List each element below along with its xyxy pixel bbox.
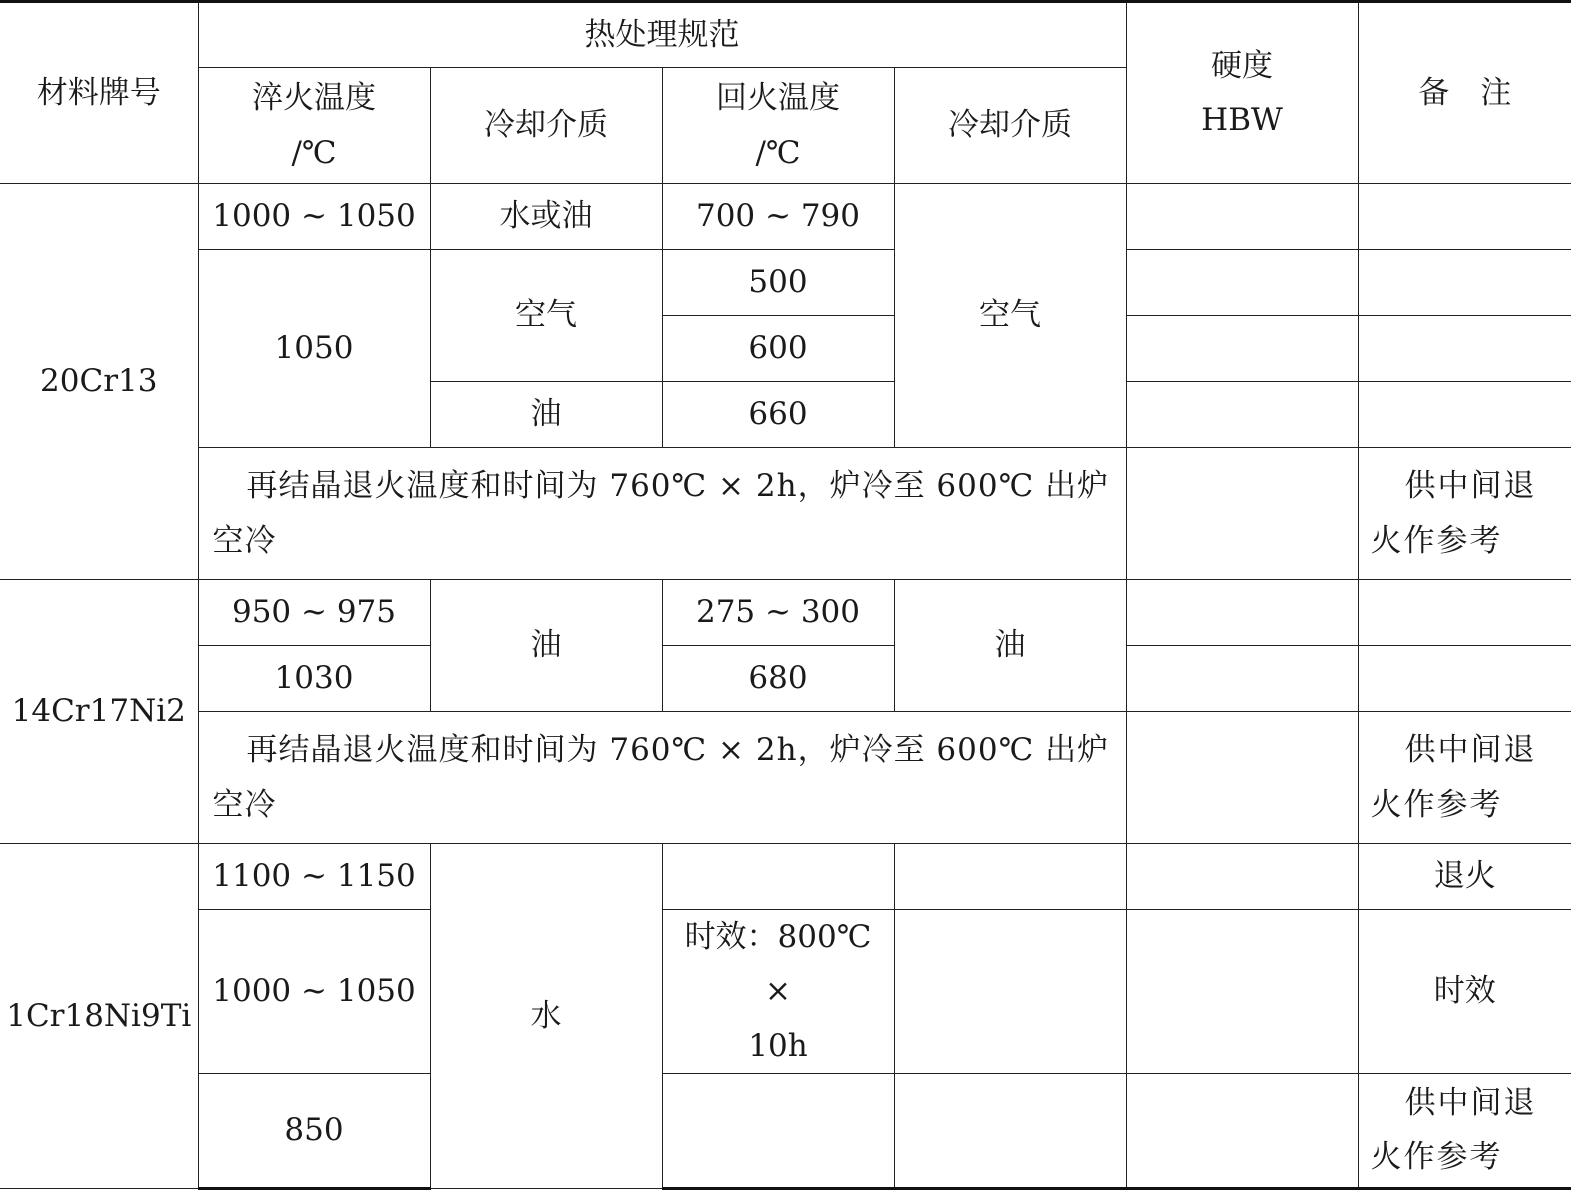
header-quench-temp-unit: /℃ <box>291 134 337 171</box>
remark-line-2: 火作参考 <box>1370 786 1503 823</box>
hardness-cell <box>1126 910 1358 1074</box>
header-hardness-label: 硬度 <box>1211 47 1273 84</box>
recrystallization-note <box>198 448 1126 580</box>
table-row <box>0 844 1571 910</box>
temper-medium-cell: 空气 <box>894 184 1126 448</box>
temper-temp-cell <box>662 844 894 910</box>
remark-line-1: 供中间退 <box>1404 732 1537 769</box>
remark-cell <box>1358 382 1571 448</box>
note-text: 再结晶退火温度和时间为 760℃ × 2h，炉冷至 600℃ 出炉 <box>246 468 1110 505</box>
table-row <box>0 646 1571 712</box>
quench-medium-cell: 水或油 <box>430 184 662 250</box>
remark-line-2: 火作参考 <box>1370 522 1503 559</box>
table-row <box>0 712 1571 844</box>
header-material: 材料牌号 <box>0 2 198 184</box>
temper-medium-cell <box>894 844 1126 910</box>
remark-line-1: 供中间退 <box>1404 468 1537 505</box>
temper-temp-cell: 600 <box>662 316 894 382</box>
note-text-cont: 空冷 <box>212 522 277 559</box>
temper-medium-cell <box>894 910 1126 1074</box>
hardness-cell <box>1126 712 1358 844</box>
quench-temp-cell: 1050 <box>198 250 430 448</box>
hardness-cell <box>1126 316 1358 382</box>
quench-temp-cell: 1000 ~ 1050 <box>198 184 430 250</box>
aging-line-2: 10h <box>748 1027 808 1064</box>
table-row <box>0 580 1571 646</box>
temper-temp-cell: 700 ~ 790 <box>662 184 894 250</box>
table-row <box>0 250 1571 316</box>
remark-cell <box>1358 580 1571 646</box>
remark-cell <box>1358 250 1571 316</box>
header-temper-temp <box>662 68 894 184</box>
remark-cell <box>1358 646 1571 712</box>
header-temper-temp-label: 回火温度 <box>716 80 840 117</box>
hardness-cell <box>1126 184 1358 250</box>
remark-cell <box>1358 1073 1571 1188</box>
header-temper-temp-unit: /℃ <box>755 134 801 171</box>
temper-medium-cell <box>894 1073 1126 1188</box>
hardness-cell <box>1126 580 1358 646</box>
temper-temp-cell: 680 <box>662 646 894 712</box>
remark-cell <box>1358 712 1571 844</box>
quench-temp-cell: 1100 ~ 1150 <box>198 844 430 910</box>
header-temper-medium: 冷却介质 <box>894 68 1126 184</box>
remark-cell <box>1358 316 1571 382</box>
material-cell: 1Cr18Ni9Ti <box>0 844 198 1189</box>
temper-temp-cell: 275 ~ 300 <box>662 580 894 646</box>
quench-medium-cell: 水 <box>430 844 662 1189</box>
hardness-cell <box>1126 1073 1358 1188</box>
quench-temp-cell: 1000 ~ 1050 <box>198 910 430 1074</box>
temper-temp-cell <box>662 910 894 1074</box>
quench-medium-cell: 空气 <box>430 250 662 382</box>
temper-medium-cell: 油 <box>894 580 1126 712</box>
table-row <box>0 910 1571 1074</box>
remark-cell: 退火 <box>1358 844 1571 910</box>
header-quench-medium: 冷却介质 <box>430 68 662 184</box>
header-quench-temp-label: 淬火温度 <box>252 80 376 117</box>
header-row-1 <box>0 2 1571 68</box>
quench-medium-cell: 油 <box>430 382 662 448</box>
header-remarks: 备 注 <box>1358 2 1571 184</box>
hardness-cell <box>1126 448 1358 580</box>
material-cell: 14Cr17Ni2 <box>0 580 198 844</box>
table-row <box>0 448 1571 580</box>
material-cell: 20Cr13 <box>0 184 198 580</box>
temper-temp-cell <box>662 1073 894 1188</box>
remark-line-2: 火作参考 <box>1370 1139 1503 1176</box>
header-heat-treatment: 热处理规范 <box>198 2 1126 68</box>
table-row <box>0 1073 1571 1188</box>
aging-line-1: 时效：800℃ × <box>684 919 872 1010</box>
recrystallization-note <box>198 712 1126 844</box>
quench-medium-cell: 油 <box>430 580 662 712</box>
header-hardness-unit: HBW <box>1201 102 1283 138</box>
remark-cell <box>1358 184 1571 250</box>
quench-temp-cell: 950 ~ 975 <box>198 580 430 646</box>
note-text: 再结晶退火温度和时间为 760℃ × 2h，炉冷至 600℃ 出炉 <box>246 732 1110 769</box>
remark-line-1: 供中间退 <box>1404 1085 1537 1121</box>
quench-temp-cell: 850 <box>198 1073 430 1188</box>
note-text-cont: 空冷 <box>212 786 277 823</box>
header-quench-temp <box>198 68 430 184</box>
remark-cell <box>1358 448 1571 580</box>
hardness-cell <box>1126 250 1358 316</box>
temper-temp-cell: 660 <box>662 382 894 448</box>
header-hardness <box>1126 2 1358 184</box>
hardness-cell <box>1126 646 1358 712</box>
table-row <box>0 184 1571 250</box>
quench-temp-cell: 1030 <box>198 646 430 712</box>
hardness-cell <box>1126 382 1358 448</box>
remark-cell: 时效 <box>1358 910 1571 1074</box>
hardness-cell <box>1126 844 1358 910</box>
temper-temp-cell: 500 <box>662 250 894 316</box>
